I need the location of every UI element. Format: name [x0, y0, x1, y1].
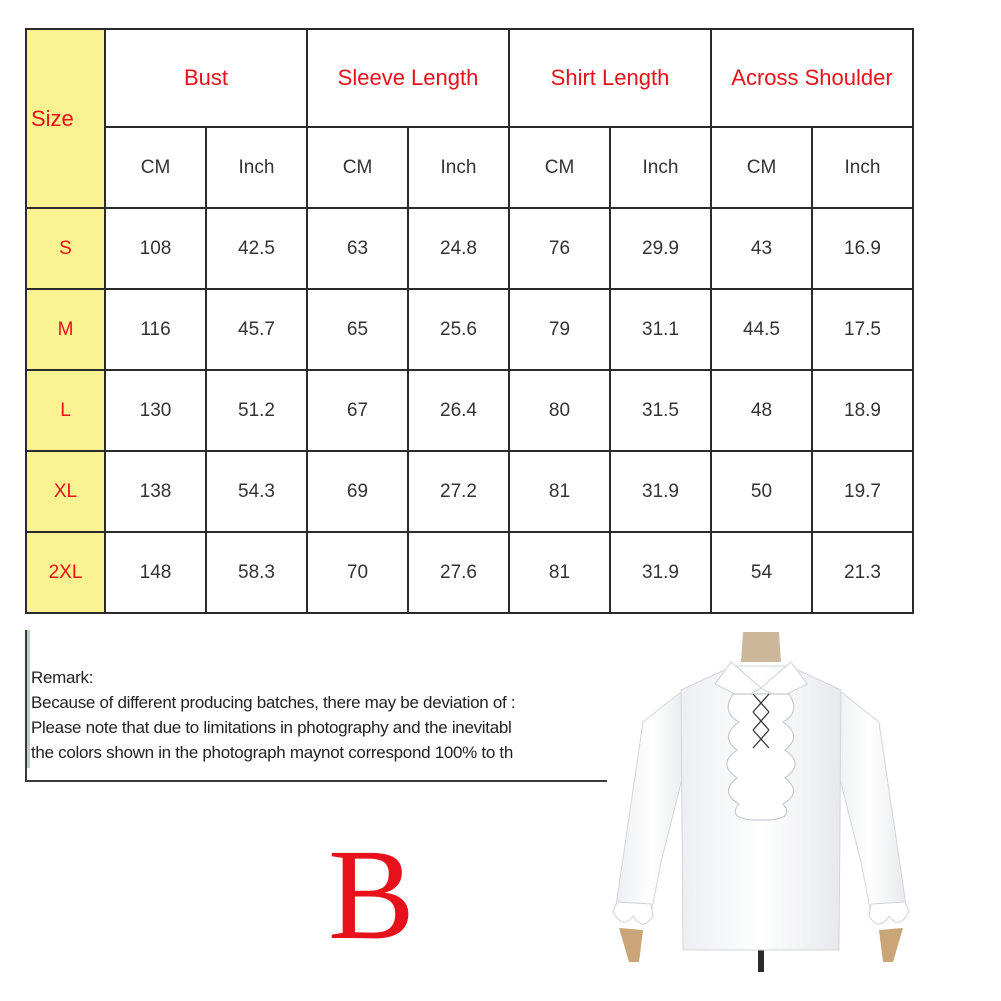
size-cell: 2XL	[26, 532, 105, 613]
measurement-cell: 80	[509, 370, 610, 451]
measurement-cell: 29.9	[610, 208, 711, 289]
measurement-cell: 67	[307, 370, 408, 451]
measurement-cell: 27.6	[408, 532, 509, 613]
remark-line: Please note that due to limitations in photography and the inevitabl	[31, 718, 512, 737]
table-row	[26, 289, 913, 370]
remark-line: the colors shown in the photograph maynot correspond 100% to th	[31, 743, 513, 762]
measurement-cell: 43	[711, 208, 812, 289]
measurement-cell: 81	[509, 532, 610, 613]
unit-header: CM	[711, 127, 812, 208]
product-photo	[603, 632, 918, 972]
measurement-cell: 79	[509, 289, 610, 370]
measurement-cell: 58.3	[206, 532, 307, 613]
bust-header: Bust	[105, 29, 307, 127]
measurement-cell: 42.5	[206, 208, 307, 289]
table-row	[26, 532, 913, 613]
unit-header: CM	[105, 127, 206, 208]
remark-title: Remark:	[31, 668, 94, 687]
remark-divider	[27, 630, 30, 768]
measurement-cell: 16.9	[812, 208, 913, 289]
measurement-cell: 25.6	[408, 289, 509, 370]
table-row	[26, 208, 913, 289]
unit-header: CM	[509, 127, 610, 208]
size-header: Size	[26, 29, 105, 208]
unit-header: Inch	[812, 127, 913, 208]
measurement-cell: 108	[105, 208, 206, 289]
measurement-cell: 48	[711, 370, 812, 451]
remark-box	[25, 630, 607, 782]
unit-header: Inch	[206, 127, 307, 208]
across-shoulder-header: Across Shoulder	[711, 29, 913, 127]
sleeve-length-header: Sleeve Length	[307, 29, 509, 127]
measurement-cell: 54.3	[206, 451, 307, 532]
unit-header: Inch	[610, 127, 711, 208]
measurement-cell: 148	[105, 532, 206, 613]
measurement-cell: 70	[307, 532, 408, 613]
measurement-cell: 81	[509, 451, 610, 532]
measurement-cell: 19.7	[812, 451, 913, 532]
measurement-cell: 116	[105, 289, 206, 370]
variant-letter: B	[328, 823, 415, 967]
measurement-cell: 26.4	[408, 370, 509, 451]
size-chart-table	[25, 28, 914, 614]
unit-header: CM	[307, 127, 408, 208]
white-ruffle-shirt-icon	[603, 632, 918, 972]
measurement-cell: 31.9	[610, 532, 711, 613]
measurement-cell: 31.9	[610, 451, 711, 532]
table-row	[26, 451, 913, 532]
measurement-cell: 54	[711, 532, 812, 613]
measurement-cell: 31.5	[610, 370, 711, 451]
measurement-cell: 63	[307, 208, 408, 289]
measurement-cell: 24.8	[408, 208, 509, 289]
measurement-cell: 50	[711, 451, 812, 532]
measurement-cell: 130	[105, 370, 206, 451]
shirt-length-header: Shirt Length	[509, 29, 711, 127]
size-cell: M	[26, 289, 105, 370]
measurement-cell: 65	[307, 289, 408, 370]
table-row	[26, 370, 913, 451]
size-cell: XL	[26, 451, 105, 532]
measurement-cell: 17.5	[812, 289, 913, 370]
measurement-cell: 44.5	[711, 289, 812, 370]
measurement-cell: 76	[509, 208, 610, 289]
size-cell: S	[26, 208, 105, 289]
measurement-cell: 31.1	[610, 289, 711, 370]
measurement-cell: 21.3	[812, 532, 913, 613]
measurement-cell: 45.7	[206, 289, 307, 370]
size-cell: L	[26, 370, 105, 451]
remark-line: Because of different producing batches, there may be deviation of :	[31, 693, 516, 712]
measurement-cell: 18.9	[812, 370, 913, 451]
measurement-cell: 27.2	[408, 451, 509, 532]
measurement-cell: 51.2	[206, 370, 307, 451]
measurement-cell: 138	[105, 451, 206, 532]
measurement-cell: 69	[307, 451, 408, 532]
unit-header: Inch	[408, 127, 509, 208]
